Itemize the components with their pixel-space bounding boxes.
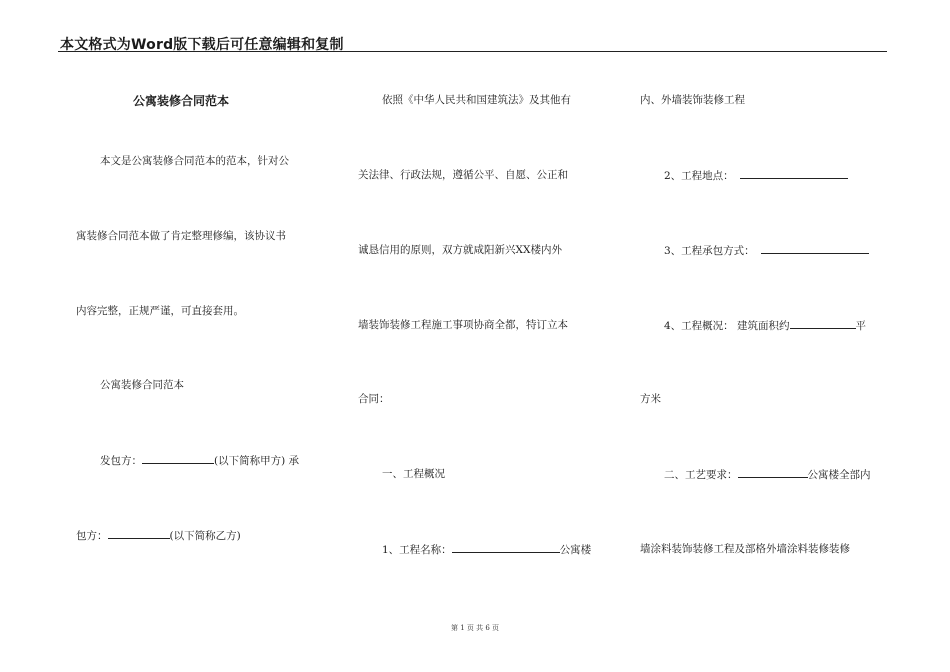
area-unit-end: 方米 <box>640 393 661 405</box>
craft-requirement-continuation: 墙涂料装饰装修工程及部格外墙涂料装修装修 <box>640 543 850 555</box>
area-blank <box>790 318 856 329</box>
section-subtitle: 公寓装修合同范本 <box>100 379 184 391</box>
document-title: 公寓装修合同范本 <box>133 94 230 108</box>
intro-line-2: 寓装修合同范本做了肯定整理修编，该协议书 <box>76 230 286 242</box>
contract-method-label: 3、工程承包方式： <box>664 245 755 257</box>
section-heading-2-suffix: 公寓楼全部内 <box>807 469 871 481</box>
section-heading-2-label: 二、工艺要求： <box>664 469 738 481</box>
project-name-label: 1、工程名称： <box>382 544 452 556</box>
preamble-line-5: 合同： <box>358 393 390 405</box>
project-location-label: 2、工程地点： <box>664 170 734 182</box>
section-heading-2-line <box>664 467 871 482</box>
section-heading-1: 一、工程概况 <box>382 468 445 480</box>
project-overview-line <box>664 318 866 333</box>
party-b-line <box>76 528 241 543</box>
preamble-line-2: 关法律、行政法规，遵循公平、自愿、公正和 <box>358 169 568 181</box>
document-header: 本文格式为Word版下载后可任意编辑和复制 <box>60 37 344 53</box>
party-a-line <box>100 453 299 468</box>
project-location-blank <box>740 168 848 179</box>
preamble-line-1: 依照《中华人民共和国建筑法》及其他有 <box>382 94 571 106</box>
party-b-label: 包方： <box>76 530 108 542</box>
project-name-suffix: 公寓楼 <box>559 544 592 556</box>
party-b-note: (以下简称乙方) <box>169 530 241 542</box>
intro-line-1: 本文是公寓装修合同范本的范本，针对公 <box>100 155 289 167</box>
contract-method-line <box>664 243 869 258</box>
contract-method-blank <box>761 243 869 254</box>
party-a-label: 发包方： <box>100 455 142 467</box>
intro-line-3: 内容完整，正规严谨，可直接套用。 <box>76 305 244 317</box>
page-footer: 第 1 页 共 6 页 <box>450 624 500 632</box>
party-a-note: (以下简称甲方) 承 <box>214 455 300 467</box>
project-overview-label: 4、工程概况： 建筑面积约 <box>664 320 790 332</box>
project-location-line <box>664 168 848 183</box>
area-unit-start: 平 <box>855 320 867 332</box>
project-name-line <box>382 542 591 557</box>
header-divider <box>58 51 887 52</box>
preamble-line-3: 诚恳信用的原则，双方就咸阳新兴XX楼内外 <box>358 244 562 256</box>
party-a-blank <box>142 453 214 464</box>
preamble-line-4: 墙装饰装修工程施工事项协商全都，特订立本 <box>358 319 568 331</box>
party-b-blank <box>108 528 170 539</box>
project-name-blank <box>452 542 560 553</box>
project-name-continuation: 内、外墙装饰装修工程 <box>640 94 745 106</box>
craft-requirement-blank <box>738 467 808 478</box>
